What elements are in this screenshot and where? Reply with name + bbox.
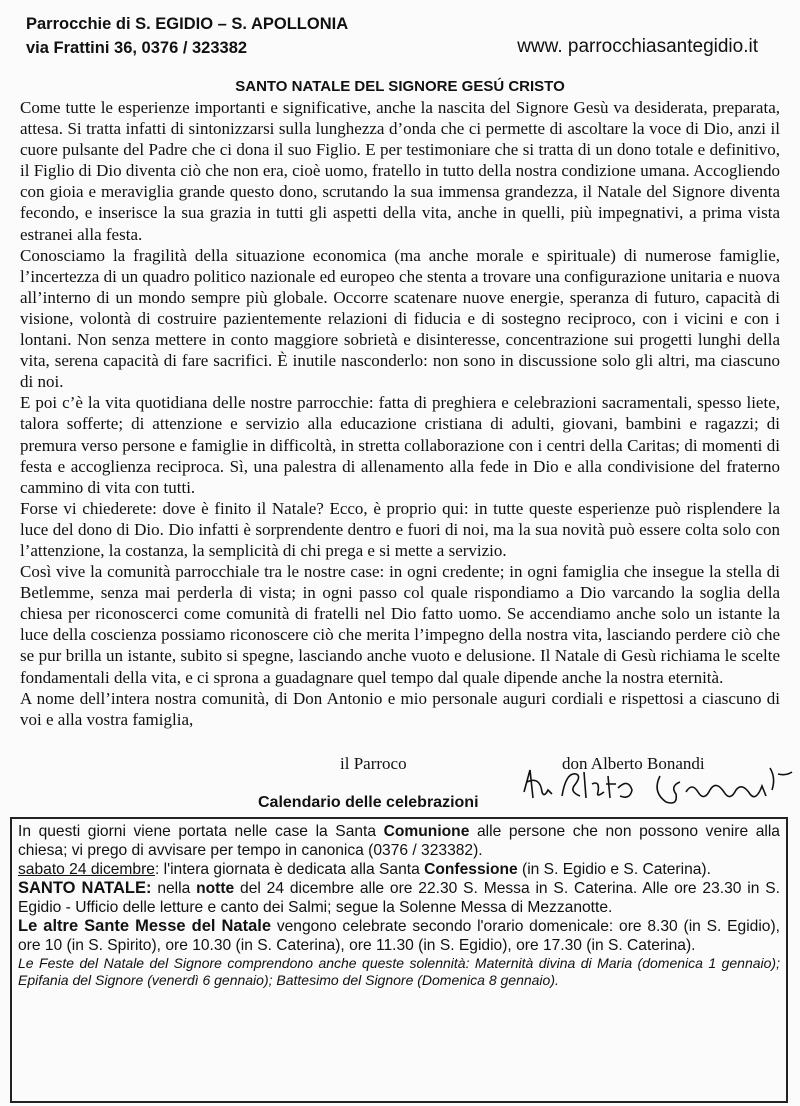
parish-address: via Frattini 36, 0376 / 323382 [26,39,248,57]
parish-name: Parrocchie di S. EGIDIO – S. APOLLONIA [26,15,349,33]
handwritten-signature [520,762,795,814]
page-title: SANTO NATALE DEL SIGNORE GESÚ CRISTO [235,78,565,95]
letter-paragraph: Così vive la comunità parrocchiale tra le nostre case: in ogni credente; in ogni famiglia che insegue la stella di Betlemme, senza mai perderla di vista; in ogni passo col quale rispondiamo a Dio varcando la soglia della chiesa per riconoscerci come comunità di fratelli nel Dio fatto uomo. Se accendiamo anche solo un istante la luce della coscienza possiamo riconoscere ciò che merita l’impegno della nostra vita, lasciando perdere ciò che se pur brilla un istante, subito si spegne, lasciando anche vuoto e delusione. Il Natale di Gesù richiama le scelte fondamentali della vita, e ci sprona a guadagnare quel tempo dal quale dipende anche la nostra eternità. [20,562,780,687]
letter-paragraph: Come tutte le esperienze importanti e significative, anche la nascita del Signore Gesù va desiderata, preparata, attesa. Si tratta infatti di sintonizzarsi sulla lunghezza d’onda che ci permette di ascoltare la voce di Dio, anzi il cuore pulsante del Padre che ci dona il suo Figlio. E per testimoniare che si tratta di un dono totale e definitivo, il Figlio di Dio diventa ciò che non era, cioè uomo, fratello in tutto della nostra condizione umana. Accogliendo con gioia e meraviglia grande questo dono, scrutando la sua immensa grandezza, il Natale del Signore diventa fecondo, e inserisce la sua grazia in tutti gli aspetti della vita, anche in quelli, più impegnativi, a prima vista estranei alla festa. [20,98,780,244]
letter-paragraph: Conosciamo la fragilità della situazione economica (ma anche morale e spirituale) di numerose famiglie, l’incertezza di un quadro politico nazionale ed europeo che stenta a trovare una configurazione unitaria e nuova all’interno di un mondo sempre più globale. Occorre scatenare nuove energie, speranza di futuro, capacità di visione, volontà di costruire pazientemente relazioni di fiducia e di sostegno reciproco, con i vicini e con i lontani. Non senza mettere in conto maggiore sobrietà e disinteresse, concentrazione sui progetti lunghi della vita, serena capacità di fare sacrifici. È inutile nasconderlo: non sono in discussione solo gli altri, ma ciascuno di noi. [20,245,780,392]
sign-name: don Alberto Bonandi [562,754,705,773]
letter-paragraph: A nome dell’intera nostra comunità, di Don Antonio e mio personale auguri cordiali e rispettosi a ciascuno di voi e alla vostra famiglia, [20,688,780,729]
christmas-notice: SANTO NATALE: nella notte del 24 dicembre alle ore 22.30 S. Messa in S. Caterina. Alle ore 23.30 in S. Egidio - Ufficio delle letture e canto dei Salmi; segue la Solenne Messa di Mezzanotte. [18,879,780,916]
letter-paragraph: Forse vi chiederete: dove è finito il Natale? Ecco, è proprio qui: in tutte queste esperienze può risplendere la luce del dono di Dio. Dio infatti è sorprendente dentro e fuori di noi, ma la sua novità può essere colta solo con l’attenzione, la costanza, la semplicità di chi prega e si mette a servizio. [20,498,780,560]
letter-paragraph: E poi c’è la vita quotidiana delle nostre parrocchie: fatta di preghiera e celebrazioni sacramentali, spesso liete, talora sofferte; di attenzione e servizio alla educazione cristiana di adulti, giovani, bambini e ragazzi; di premura verso persone e famiglie in difficoltà, in stretta collaborazione con i centri della Caritas; di momenti di festa e accoglienza reciproca. Sì, una palestra di allenamento alla fede in Dio e alla condivisione del fraterno cammino di vita con tutti. [20,393,780,497]
feasts-note: Le Feste del Natale del Signore comprendono anche queste solennità: Maternità divina di Maria (domenica 1 gennaio); Epifania del Signore (venerdì 6 gennaio); Battesimo del Signore (Domenica 8 gennaio). [18,955,780,988]
parish-header [26,12,348,60]
confession-notice: sabato 24 dicembre: l'intera giornata è dedicata alla Santa Confessione (in S. Egidio e S. Caterina). [18,861,711,878]
calendar-title: Calendario delle celebrazioni [258,794,479,811]
communion-notice: In questi giorni viene portata nelle case la Santa Comunione alle persone che non possono venire alla chiesa; vi prego di avvisare per tempo in canonica (0376 / 323382). [18,823,780,859]
website-link[interactable]: www. parrocchiasantegidio.it [517,36,758,57]
masses-notice: Le altre Sante Messe del Natale vengono celebrate secondo l'orario domenicale: ore 8.30 (in S. Egidio), ore 10 (in S. Spirito), ore 10.30 (in S. Caterina), ore 11.30 (in S. Egidio), ore 17.30 (in S. Caterina). [18,917,780,954]
sign-role: il Parroco [340,754,407,773]
letter-body [20,97,780,730]
calendar-box [10,817,788,1103]
